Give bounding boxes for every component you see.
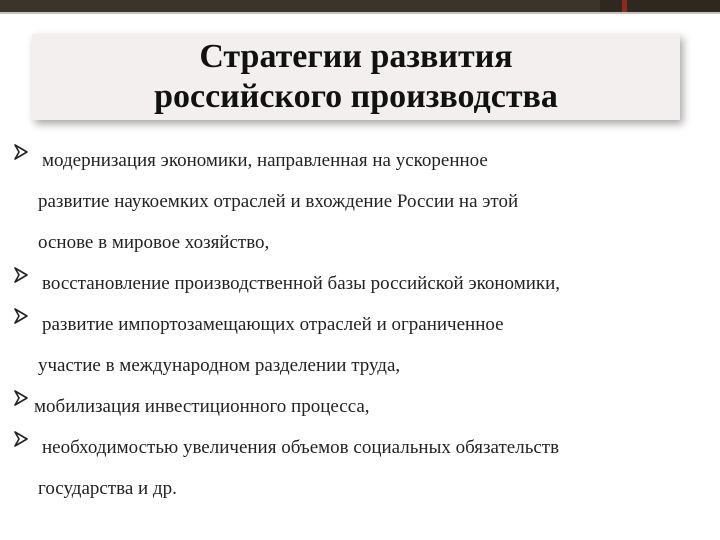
- arrow-bullet-icon: [14, 144, 32, 162]
- bullet-text-line: участие в международном разделении труда,: [38, 355, 401, 376]
- bullet-text-line: необходимостью увеличения объемов социальных обязательств: [42, 437, 560, 458]
- bullet-text-line: государства и др.: [38, 478, 177, 499]
- top-bar-accent-block: [600, 0, 720, 12]
- bullet-text-line: развитие импортозамещающих отраслей и ограниченное: [42, 314, 504, 335]
- arrow-bullet-icon: [14, 431, 32, 449]
- bullet-text-line: мобилизация инвестиционного процесса,: [34, 396, 370, 417]
- bullet-text-line: основе в мировое хозяйство,: [38, 232, 270, 253]
- top-bar-underline: [0, 12, 720, 14]
- bullet-item: [14, 140, 714, 263]
- bullet-text-line: развитие наукоемких отраслей и вхождение России на этой: [38, 191, 519, 212]
- bullet-item: [14, 263, 714, 304]
- slide-title-line-1: Стратегии развития: [199, 38, 513, 75]
- bullet-list: [14, 140, 714, 509]
- bullet-item: [14, 304, 714, 386]
- top-decorative-bar: [0, 0, 720, 12]
- top-bar-red-stripe: [622, 0, 627, 12]
- slide-title-box: [32, 34, 680, 120]
- bullet-item: [14, 386, 714, 427]
- arrow-bullet-icon: [14, 390, 32, 408]
- bullet-text-line: модернизация экономики, направленная на ускоренное: [42, 150, 488, 171]
- bullet-item: [14, 427, 714, 509]
- slide-title-line-2: российского производства: [154, 78, 558, 115]
- arrow-bullet-icon: [14, 267, 32, 285]
- arrow-bullet-icon: [14, 308, 32, 326]
- bullet-text-line: восстановление производственной базы российской экономики,: [42, 273, 561, 294]
